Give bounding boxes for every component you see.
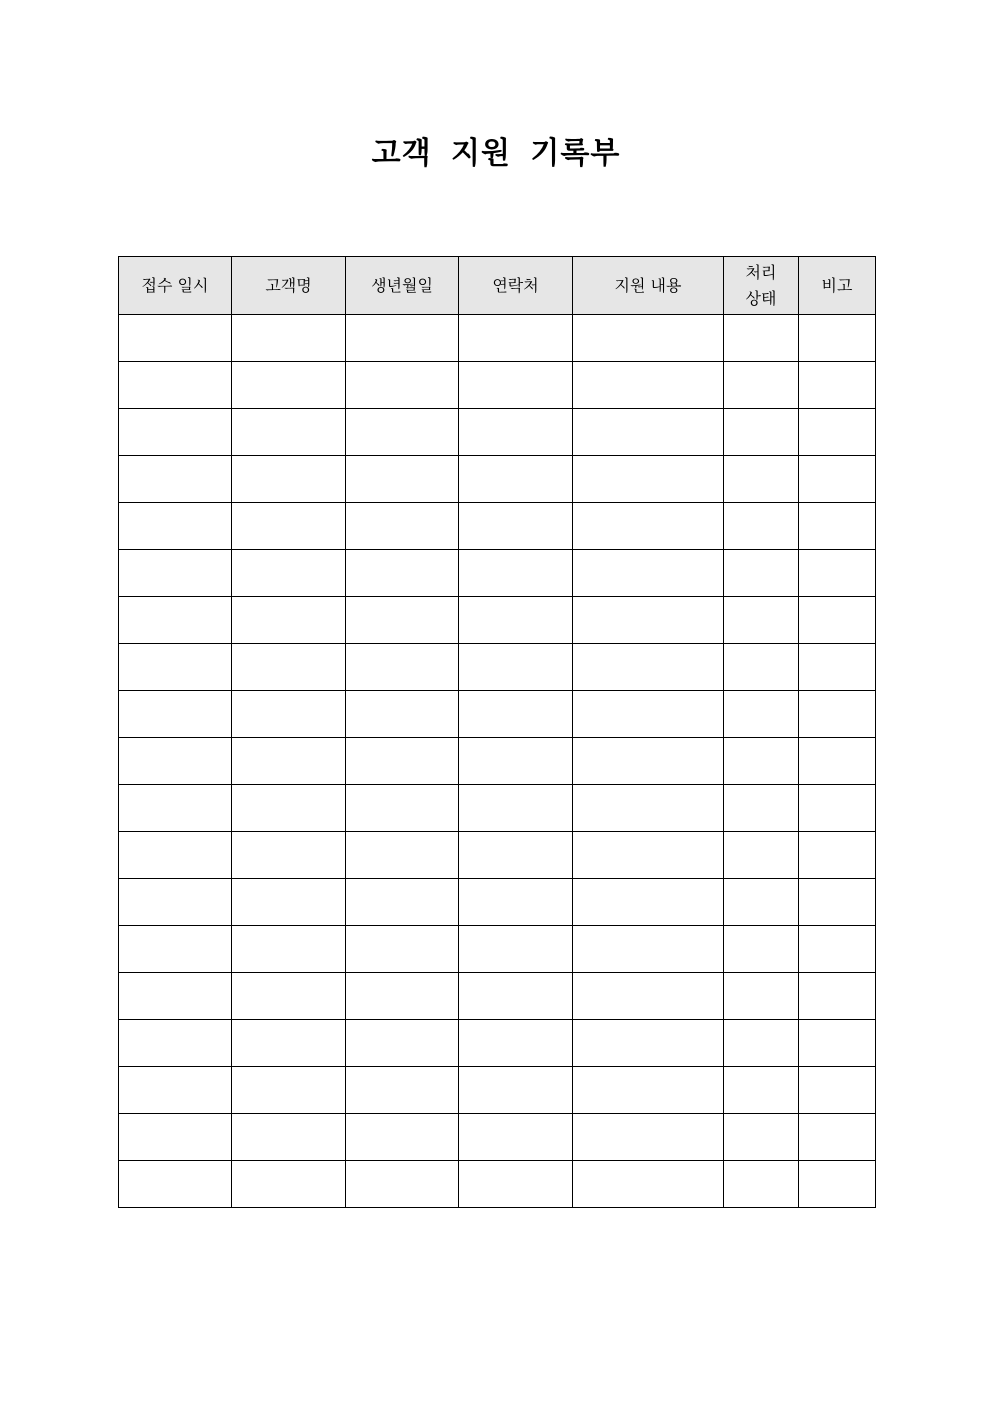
table-cell[interactable] bbox=[346, 550, 459, 597]
table-cell[interactable] bbox=[232, 691, 346, 738]
table-cell[interactable] bbox=[573, 973, 724, 1020]
table-cell[interactable] bbox=[724, 1114, 799, 1161]
table-cell[interactable] bbox=[573, 503, 724, 550]
table-cell[interactable] bbox=[232, 644, 346, 691]
table-cell[interactable] bbox=[119, 785, 232, 832]
table-cell[interactable] bbox=[119, 832, 232, 879]
table-cell[interactable] bbox=[724, 1161, 799, 1208]
table-cell[interactable] bbox=[459, 597, 573, 644]
table-cell[interactable] bbox=[724, 503, 799, 550]
table-row bbox=[119, 597, 876, 644]
header-label: 연락처 bbox=[492, 275, 539, 295]
table-cell[interactable] bbox=[724, 738, 799, 785]
header-cell-remarks bbox=[799, 257, 876, 315]
table-cell[interactable] bbox=[724, 832, 799, 879]
header-cell-birthdate bbox=[346, 257, 459, 315]
table-cell[interactable] bbox=[232, 362, 346, 409]
table-cell[interactable] bbox=[346, 597, 459, 644]
table-cell[interactable] bbox=[799, 879, 876, 926]
table-row bbox=[119, 738, 876, 785]
table-cell[interactable] bbox=[799, 644, 876, 691]
header-label: 비고 bbox=[821, 275, 853, 295]
header-cell-processing-status bbox=[724, 257, 799, 315]
table-cell[interactable] bbox=[232, 1020, 346, 1067]
header-label: 고객명 bbox=[265, 275, 312, 295]
table-cell[interactable] bbox=[119, 597, 232, 644]
table-cell[interactable] bbox=[232, 503, 346, 550]
table-cell[interactable] bbox=[232, 315, 346, 362]
table-cell[interactable] bbox=[573, 785, 724, 832]
table-row bbox=[119, 409, 876, 456]
table-cell[interactable] bbox=[799, 832, 876, 879]
table-cell[interactable] bbox=[459, 926, 573, 973]
table-cell[interactable] bbox=[119, 879, 232, 926]
header-label: 지원 내용 bbox=[614, 275, 682, 295]
table-cell[interactable] bbox=[232, 926, 346, 973]
table-cell[interactable] bbox=[799, 1067, 876, 1114]
table-cell[interactable] bbox=[573, 832, 724, 879]
table-cell[interactable] bbox=[573, 550, 724, 597]
table-cell[interactable] bbox=[459, 550, 573, 597]
table-cell[interactable] bbox=[459, 1020, 573, 1067]
table-cell[interactable] bbox=[119, 362, 232, 409]
table-cell[interactable] bbox=[346, 738, 459, 785]
table-cell[interactable] bbox=[459, 503, 573, 550]
table-row bbox=[119, 691, 876, 738]
header-label: 생년월일 bbox=[371, 275, 433, 295]
table-cell[interactable] bbox=[459, 315, 573, 362]
table-cell[interactable] bbox=[799, 503, 876, 550]
table-cell[interactable] bbox=[573, 362, 724, 409]
table-cell[interactable] bbox=[724, 644, 799, 691]
table-cell[interactable] bbox=[724, 785, 799, 832]
table-cell[interactable] bbox=[346, 362, 459, 409]
table-cell[interactable] bbox=[346, 832, 459, 879]
table-cell[interactable] bbox=[346, 691, 459, 738]
table-cell[interactable] bbox=[119, 409, 232, 456]
table-row bbox=[119, 644, 876, 691]
table-cell[interactable] bbox=[799, 973, 876, 1020]
table-cell[interactable] bbox=[573, 1114, 724, 1161]
table-cell[interactable] bbox=[232, 879, 346, 926]
table-cell[interactable] bbox=[799, 1114, 876, 1161]
table-cell[interactable] bbox=[346, 926, 459, 973]
header-label: 접수 일시 bbox=[141, 275, 209, 295]
table-cell[interactable] bbox=[724, 973, 799, 1020]
table-cell[interactable] bbox=[799, 315, 876, 362]
table-cell[interactable] bbox=[459, 973, 573, 1020]
table-cell[interactable] bbox=[232, 1114, 346, 1161]
header-cell-received-datetime bbox=[119, 257, 232, 315]
table-cell[interactable] bbox=[799, 597, 876, 644]
table-cell[interactable] bbox=[119, 503, 232, 550]
record-table bbox=[118, 256, 876, 1208]
header-label: 처리 상태 bbox=[745, 262, 777, 308]
table-cell[interactable] bbox=[724, 409, 799, 456]
table-cell[interactable] bbox=[232, 738, 346, 785]
table-cell[interactable] bbox=[799, 691, 876, 738]
table-cell[interactable] bbox=[119, 926, 232, 973]
table-cell[interactable] bbox=[346, 785, 459, 832]
table-cell[interactable] bbox=[573, 1067, 724, 1114]
table-cell[interactable] bbox=[799, 785, 876, 832]
table-cell[interactable] bbox=[459, 409, 573, 456]
table-cell[interactable] bbox=[799, 362, 876, 409]
table-cell[interactable] bbox=[119, 644, 232, 691]
table-cell[interactable] bbox=[459, 738, 573, 785]
table-cell[interactable] bbox=[459, 691, 573, 738]
table-cell[interactable] bbox=[799, 1020, 876, 1067]
table-cell[interactable] bbox=[724, 362, 799, 409]
table-cell[interactable] bbox=[724, 597, 799, 644]
table-cell[interactable] bbox=[459, 644, 573, 691]
table-cell[interactable] bbox=[232, 973, 346, 1020]
table-cell[interactable] bbox=[119, 456, 232, 503]
table-cell[interactable] bbox=[724, 315, 799, 362]
table-cell[interactable] bbox=[459, 362, 573, 409]
table-cell[interactable] bbox=[119, 1067, 232, 1114]
table-cell[interactable] bbox=[459, 879, 573, 926]
table-row bbox=[119, 1067, 876, 1114]
table-cell[interactable] bbox=[459, 1067, 573, 1114]
table-row bbox=[119, 1020, 876, 1067]
table-cell[interactable] bbox=[573, 1161, 724, 1208]
table-row bbox=[119, 1161, 876, 1208]
table-cell[interactable] bbox=[346, 315, 459, 362]
table-cell[interactable] bbox=[119, 973, 232, 1020]
table-cell[interactable] bbox=[232, 456, 346, 503]
table-cell[interactable] bbox=[119, 1020, 232, 1067]
table-cell[interactable] bbox=[799, 550, 876, 597]
table-cell[interactable] bbox=[724, 691, 799, 738]
table-cell[interactable] bbox=[573, 597, 724, 644]
table-cell[interactable] bbox=[799, 456, 876, 503]
table-cell[interactable] bbox=[346, 973, 459, 1020]
table-cell[interactable] bbox=[573, 691, 724, 738]
table-cell[interactable] bbox=[232, 550, 346, 597]
table-row bbox=[119, 503, 876, 550]
table-cell[interactable] bbox=[799, 1161, 876, 1208]
table-row bbox=[119, 926, 876, 973]
header-cell-support-details bbox=[573, 257, 724, 315]
table-cell[interactable] bbox=[346, 1067, 459, 1114]
table-cell[interactable] bbox=[573, 738, 724, 785]
table-cell[interactable] bbox=[573, 644, 724, 691]
table-cell[interactable] bbox=[573, 1020, 724, 1067]
table-cell[interactable] bbox=[346, 503, 459, 550]
table-row bbox=[119, 362, 876, 409]
header-cell-contact bbox=[459, 257, 573, 315]
table-cell[interactable] bbox=[346, 1020, 459, 1067]
table-cell[interactable] bbox=[573, 456, 724, 503]
table-cell[interactable] bbox=[573, 315, 724, 362]
table-cell[interactable] bbox=[232, 832, 346, 879]
table-cell[interactable] bbox=[459, 456, 573, 503]
table-cell[interactable] bbox=[232, 1161, 346, 1208]
table-cell[interactable] bbox=[573, 926, 724, 973]
table-cell[interactable] bbox=[724, 879, 799, 926]
table-cell[interactable] bbox=[346, 1114, 459, 1161]
table-cell[interactable] bbox=[724, 456, 799, 503]
table-cell[interactable] bbox=[346, 1161, 459, 1208]
table-cell[interactable] bbox=[573, 879, 724, 926]
table-cell[interactable] bbox=[346, 644, 459, 691]
table-row bbox=[119, 973, 876, 1020]
table-cell[interactable] bbox=[232, 1067, 346, 1114]
table-cell[interactable] bbox=[232, 409, 346, 456]
table-body bbox=[119, 315, 876, 1208]
table-cell[interactable] bbox=[119, 738, 232, 785]
table-cell[interactable] bbox=[459, 832, 573, 879]
table-cell[interactable] bbox=[459, 785, 573, 832]
table-cell[interactable] bbox=[232, 785, 346, 832]
table-row bbox=[119, 785, 876, 832]
table-cell[interactable] bbox=[119, 315, 232, 362]
header-cell-customer-name bbox=[232, 257, 346, 315]
table-cell[interactable] bbox=[799, 738, 876, 785]
table-row bbox=[119, 879, 876, 926]
page-title: 고객 지원 기록부 bbox=[371, 136, 621, 171]
table-cell[interactable] bbox=[346, 456, 459, 503]
table-cell[interactable] bbox=[724, 926, 799, 973]
table-row bbox=[119, 550, 876, 597]
header-row bbox=[119, 257, 876, 315]
table-cell[interactable] bbox=[799, 926, 876, 973]
table-row bbox=[119, 832, 876, 879]
table-cell[interactable] bbox=[119, 1161, 232, 1208]
table-cell[interactable] bbox=[119, 1114, 232, 1161]
table-cell[interactable] bbox=[119, 550, 232, 597]
table-row bbox=[119, 315, 876, 362]
table-cell[interactable] bbox=[119, 691, 232, 738]
table-cell[interactable] bbox=[459, 1114, 573, 1161]
table-cell[interactable] bbox=[232, 597, 346, 644]
table-cell[interactable] bbox=[799, 409, 876, 456]
table-cell[interactable] bbox=[724, 1067, 799, 1114]
table-cell[interactable] bbox=[573, 409, 724, 456]
table-cell[interactable] bbox=[724, 550, 799, 597]
table-cell[interactable] bbox=[346, 879, 459, 926]
table-cell[interactable] bbox=[459, 1161, 573, 1208]
table-row bbox=[119, 1114, 876, 1161]
table-row bbox=[119, 456, 876, 503]
table-cell[interactable] bbox=[346, 409, 459, 456]
table-cell[interactable] bbox=[724, 1020, 799, 1067]
